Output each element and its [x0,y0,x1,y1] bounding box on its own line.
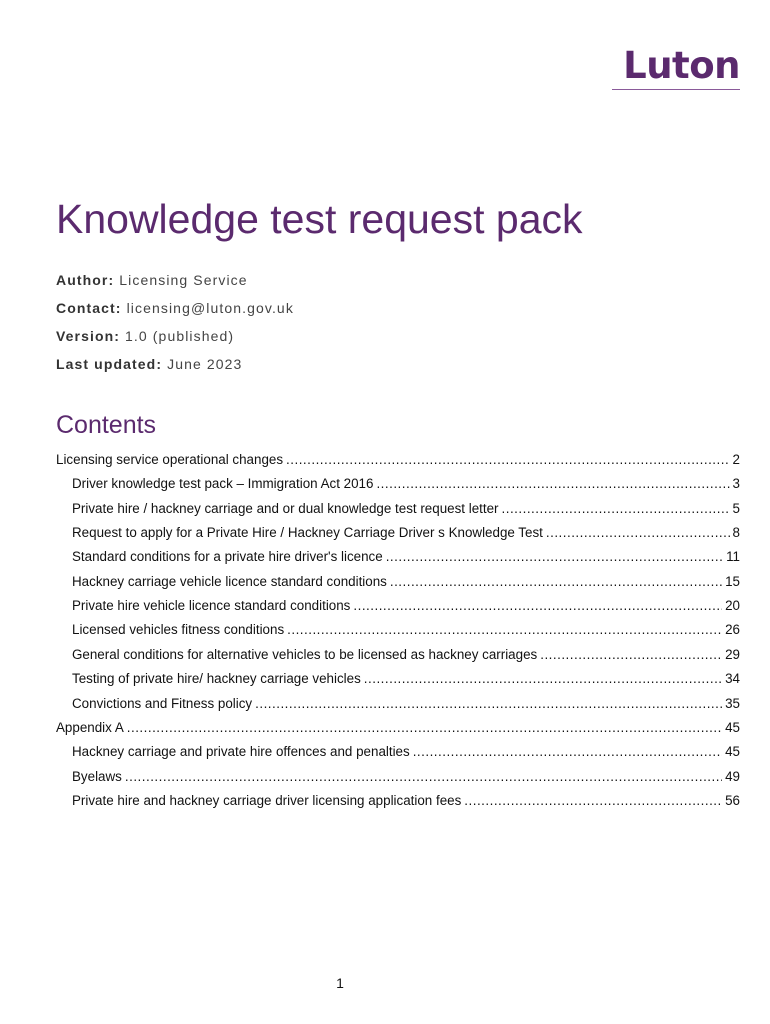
toc-entry[interactable] [72,644,740,666]
meta-author-label: Author: [56,272,115,288]
meta-version-value: 1.0 (published) [125,328,235,344]
toc-entry[interactable] [72,498,740,520]
toc-entry-page: 8 [732,525,740,541]
toc-entry[interactable] [72,571,740,593]
toc-entry-title: Request to apply for a Private Hire / Hackney Carriage Driver s Knowledge Test [72,525,543,541]
toc-entry[interactable] [56,717,740,739]
toc-entry-page: 15 [725,573,740,589]
toc-entry[interactable] [72,668,740,690]
toc-dot-leader [255,693,722,715]
toc-dot-leader [413,741,722,763]
toc-dot-leader [546,522,730,544]
toc-dot-leader [286,449,730,471]
toc-dot-leader [502,498,730,520]
toc-entry[interactable] [72,595,740,617]
meta-last-updated-value: June 2023 [167,356,243,372]
toc-entry-page: 45 [725,744,740,760]
toc-entry-title: Testing of private hire/ hackney carriage vehicles [72,671,361,687]
meta-contact-email[interactable]: licensing@luton.gov.uk [126,300,294,316]
meta-last-updated [56,354,294,382]
toc-dot-leader [127,717,722,739]
meta-version [56,326,294,354]
toc-dot-leader [125,766,722,788]
toc-entry-title: Appendix A [56,719,124,735]
toc-entry[interactable] [72,766,740,788]
toc-entry-title: Private hire / hackney carriage and or dual knowledge test request letter [72,500,499,516]
toc-entry-title: Private hire and hackney carriage driver licensing application fees [72,792,462,808]
meta-author [56,270,294,298]
toc-entry-page: 35 [725,695,740,711]
document-title: Knowledge test request pack [56,196,583,242]
toc-entry-page: 3 [732,476,740,492]
meta-author-value: Licensing Service [119,272,248,288]
toc-entry-title: Standard conditions for a private hire driver's licence [72,549,383,565]
document-meta [56,270,294,382]
toc-entry-title: Convictions and Fitness policy [72,695,253,711]
toc-dot-leader [540,644,722,666]
meta-version-label: Version: [56,328,121,344]
toc-entry-title: Byelaws [72,768,122,784]
toc-dot-leader [386,546,723,568]
toc-entry-page: 20 [725,598,740,614]
toc-entry-page: 49 [725,768,740,784]
toc-entry[interactable] [56,449,740,471]
meta-contact-label: Contact: [56,300,122,316]
toc-entry[interactable] [72,473,740,495]
page-number: 1 [336,975,344,991]
toc-entry-page: 34 [725,671,740,687]
meta-last-updated-label: Last updated: [56,356,163,372]
toc-entry[interactable] [72,741,740,763]
toc-dot-leader [353,595,722,617]
toc-entry[interactable] [72,522,740,544]
toc-entry-page: 26 [725,622,740,638]
logo-text: Luton [623,44,740,87]
toc-entry[interactable] [72,619,740,641]
toc-entry-page: 45 [725,719,740,735]
contents-heading: Contents [56,411,157,439]
toc-entry-page: 5 [732,500,740,516]
logo-underline [612,89,740,90]
toc-entry-page: 2 [732,452,740,467]
toc-dot-leader [287,619,722,641]
toc-entry-title: Licensed vehicles fitness conditions [72,622,285,638]
toc-dot-leader [364,668,722,690]
toc-entry-title: General conditions for alternative vehicles to be licensed as hackney carriages [72,646,538,662]
toc-entry-title: Hackney carriage and private hire offences and penalties [72,744,410,760]
meta-contact [56,298,294,326]
toc-entry-title: Licensing service operational changes [56,452,284,467]
toc-entry-title: Driver knowledge test pack – Immigration Act 2016 [72,476,374,492]
toc-entry-page: 29 [725,646,740,662]
toc-entry-page: 56 [725,792,740,808]
toc-entry-title: Private hire vehicle licence standard conditions [72,598,351,614]
toc-dot-leader [390,571,722,593]
toc-dot-leader [464,790,722,812]
toc-entry[interactable] [72,790,740,812]
toc-entry[interactable] [72,546,740,568]
toc-dot-leader [376,473,729,495]
toc-entry-page: 11 [726,549,740,565]
toc-entry-title: Hackney carriage vehicle licence standard conditions [72,573,387,589]
toc-entry[interactable] [72,693,740,715]
luton-logo [612,46,740,90]
